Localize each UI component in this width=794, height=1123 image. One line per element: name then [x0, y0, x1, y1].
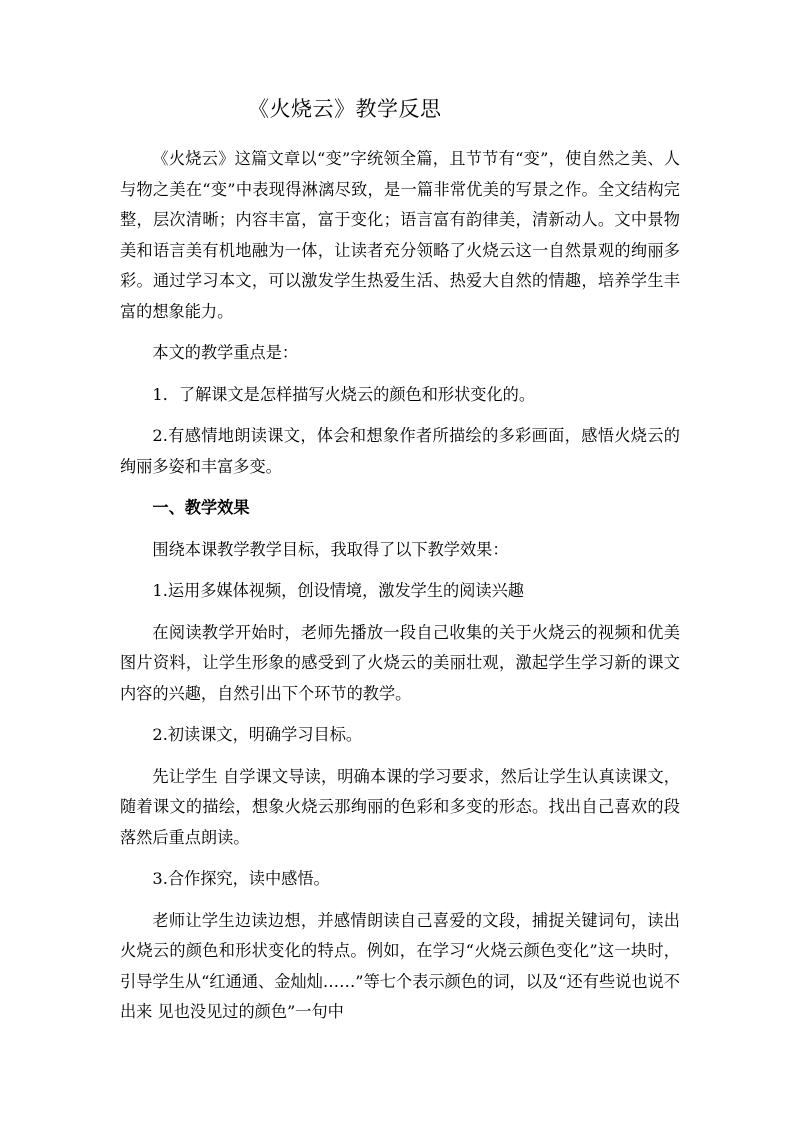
focus-item-1: 1．了解课文是怎样描写火烧云的颜色和形状变化的。 — [152, 384, 536, 404]
focus-intro-paragraph: 本文的教学重点是： — [152, 343, 299, 362]
effect-item-1-body: 在阅读教学开始时，老师先播放一段自己收集的关于火烧云的视频和优美图片资料，让学生形象的感受到了火烧云的美丽壮观，激起学生学习新的课文内容的兴趣，自然引出下个环节的教学。 — [120, 622, 680, 703]
intro-paragraph: 《火烧云》这篇文章以“变”字统领全篇，且节节有“变”，使自然之美、人与物之美在“变”中表现得淋漓尽致，是一篇非常优美的写景之作。全文结构完整，层次清晰；内容丰富，富于变化；语言富有韵律美，清新动人。文中景物美和语言美有机地融为一体，让读者充分领略了火烧云这一自然景观的绚丽多彩。通过学习本文，可以激发学生热爱生活、热爱大自然的情趣，培养学生丰富的想象能力。 — [120, 149, 680, 321]
effect-item-3-heading: 3.合作探究，读中感悟。 — [152, 869, 330, 888]
section-heading-teaching-effect: 一、教学效果 — [152, 498, 250, 517]
focus-item-2: 2.有感情地朗读课文，体会和想象作者所描绘的多彩画面，感悟火烧云的绚丽多姿和丰富多变。 — [120, 426, 680, 476]
document-page — [120, 94, 680, 1039]
effect-item-3-body: 老师让学生边读边想，并感情朗读自己喜爱的文段，捕捉关键词句，读出火烧云的颜色和形状变化的特点。例如，在学习“火烧云颜色变化”这一块时，引导学生从“红通通、金灿灿……”等七个表示颜色的词，以及“还有些说也说不出来 见也没见过的颜色”一句中 — [120, 910, 680, 1021]
effect-intro-paragraph: 围绕本课教学教学目标，我取得了以下教学效果： — [152, 539, 509, 559]
effect-item-1-heading: 1.运用多媒体视频，创设情境，激发学生的阅读兴趣 — [152, 581, 524, 600]
document-title: 《火烧云》教学反思 — [248, 97, 442, 121]
effect-item-2-body: 先让学生 自学课文导读，明确本课的学习要求，然后让学生认真读课文，随着课文的描绘，想象火烧云那绚丽的色彩和多变的形态。找出自己喜欢的段落然后重点朗读。 — [120, 766, 680, 847]
effect-item-2-heading: 2.初读课文，明确学习目标。 — [152, 725, 363, 744]
